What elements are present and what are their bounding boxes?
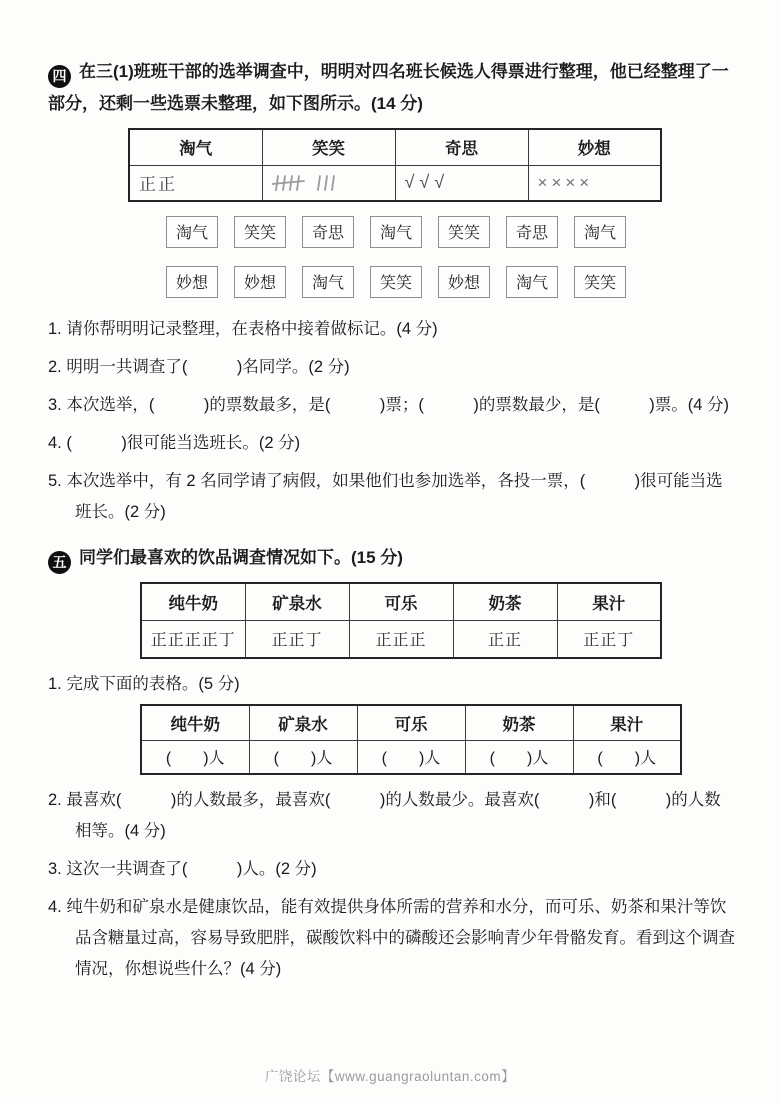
tally-five-gate-and-ones-icon	[272, 171, 350, 195]
ballot-card: 奇思	[302, 216, 354, 248]
ballot-card: 淘气	[302, 266, 354, 298]
drink-survey-tally-table	[140, 582, 662, 659]
table-blank-row	[141, 740, 681, 774]
question-5-1: 1. 完成下面的表格。(5 分)	[48, 675, 240, 693]
ballot-card: 淘气	[574, 216, 626, 248]
question-4-5: 5. 本次选举中，有 2 名同学请了病假，如果他们也参加选举，各投一票，( )很可能当选班长。(2 分)	[48, 472, 723, 521]
header-cell-cola: 可乐	[349, 583, 453, 620]
header-cell-milk: 纯牛奶	[141, 583, 245, 620]
header-cell-milktea: 奶茶	[465, 705, 573, 740]
tally-cell-taoqi	[129, 165, 262, 201]
tally-single-strokes-icon	[318, 176, 334, 190]
ballot-row-1	[166, 216, 736, 248]
header-cell-milk: 纯牛奶	[141, 705, 249, 740]
header-cell-xiaoxiao: 笑笑	[262, 129, 395, 165]
ballot-card: 淘气	[370, 216, 422, 248]
ballot-row-2	[166, 266, 736, 298]
question-4-3: 3. 本次选举，( )的票数最多，是( )票；( )的票数最少，是( )票。(4 分)	[48, 396, 730, 414]
tally-cell-juice: 正正丁	[557, 620, 661, 658]
tally-five-gate-icon	[272, 176, 304, 190]
header-cell-juice: 果汁	[573, 705, 681, 740]
blank-cell-milk: ( )人	[141, 740, 249, 774]
ballot-card: 笑笑	[574, 266, 626, 298]
header-cell-milktea: 奶茶	[453, 583, 557, 620]
footer-watermark: 广饶论坛【www.guangraoluntan.com】	[264, 1069, 516, 1084]
tally-cell-qisi	[395, 165, 528, 201]
ballot-card: 笑笑	[234, 216, 286, 248]
header-cell-water: 矿泉水	[245, 583, 349, 620]
table-header-row	[141, 705, 681, 740]
section-four-title-text: 在三(1)班班干部的选举调查中，明明对四名班长候选人得票进行整理，他已经整理了一部分，还剩一些选票未整理，如下图所示。(14 分)	[48, 62, 729, 113]
blank-cell-water: ( )人	[249, 740, 357, 774]
blank-cell-milktea: ( )人	[465, 740, 573, 774]
question-5-4: 4. 纯牛奶和矿泉水是健康饮品，能有效提供身体所需的营养和水分，而可乐、奶茶和果汁等饮品含糖量过高，容易导致肥胖，碳酸饮料中的磷酸还会影响青少年骨骼发育。看到这个调查情况，你想说些什么？(4 分)	[48, 898, 735, 978]
tally-cell-xiaoxiao	[262, 165, 395, 201]
header-cell-qisi: 奇思	[395, 129, 528, 165]
ballot-card: 淘气	[166, 216, 218, 248]
ballot-card: 笑笑	[438, 216, 490, 248]
question-4-2: 2. 明明一共调查了( )名同学。(2 分)	[48, 358, 350, 376]
zheng-tally-marks: 正正	[139, 175, 177, 195]
cross-marks: ××××	[537, 172, 594, 192]
table-tally-row	[129, 165, 661, 201]
ballot-card: 笑笑	[370, 266, 422, 298]
header-cell-taoqi: 淘气	[129, 129, 262, 165]
blank-cell-juice: ( )人	[573, 740, 681, 774]
section-four-title	[48, 56, 736, 120]
table-header-row	[141, 583, 661, 620]
check-marks: √√√	[404, 172, 450, 193]
blank-cell-cola: ( )人	[357, 740, 465, 774]
table-tally-row	[141, 620, 661, 658]
section-five-title-text: 同学们最喜欢的饮品调查情况如下。(15 分)	[79, 548, 403, 567]
question-4-4: 4. ( )很可能当选班长。(2 分)	[48, 434, 301, 452]
header-cell-cola: 可乐	[357, 705, 465, 740]
ballot-card: 妙想	[438, 266, 490, 298]
question-5-3: 3. 这次一共调查了( )人。(2 分)	[48, 860, 317, 878]
tally-cell-water: 正正丁	[245, 620, 349, 658]
header-cell-juice: 果汁	[557, 583, 661, 620]
question-5-2: 2. 最喜欢( )的人数最多，最喜欢( )的人数最少。最喜欢( )和( )的人数相等。(4 分)	[48, 791, 721, 840]
tally-cell-milk: 正正正正丁	[141, 620, 245, 658]
section-four-badge-icon: 四	[48, 65, 71, 88]
header-cell-water: 矿泉水	[249, 705, 357, 740]
section-five-badge-icon: 五	[48, 551, 71, 574]
ballot-card: 淘气	[506, 266, 558, 298]
drink-count-answer-table	[140, 704, 682, 775]
tally-cell-milktea: 正正	[453, 620, 557, 658]
tally-cell-miaoxiang	[528, 165, 661, 201]
ballot-card: 妙想	[234, 266, 286, 298]
ballot-card: 奇思	[506, 216, 558, 248]
section-five-title	[48, 542, 736, 574]
header-cell-miaoxiang: 妙想	[528, 129, 661, 165]
tally-cell-cola: 正正正	[349, 620, 453, 658]
ballot-card: 妙想	[166, 266, 218, 298]
table-header-row	[129, 129, 661, 165]
vote-tally-table	[128, 128, 662, 202]
question-4-1: 1. 请你帮明明记录整理，在表格中接着做标记。(4 分)	[48, 320, 438, 338]
